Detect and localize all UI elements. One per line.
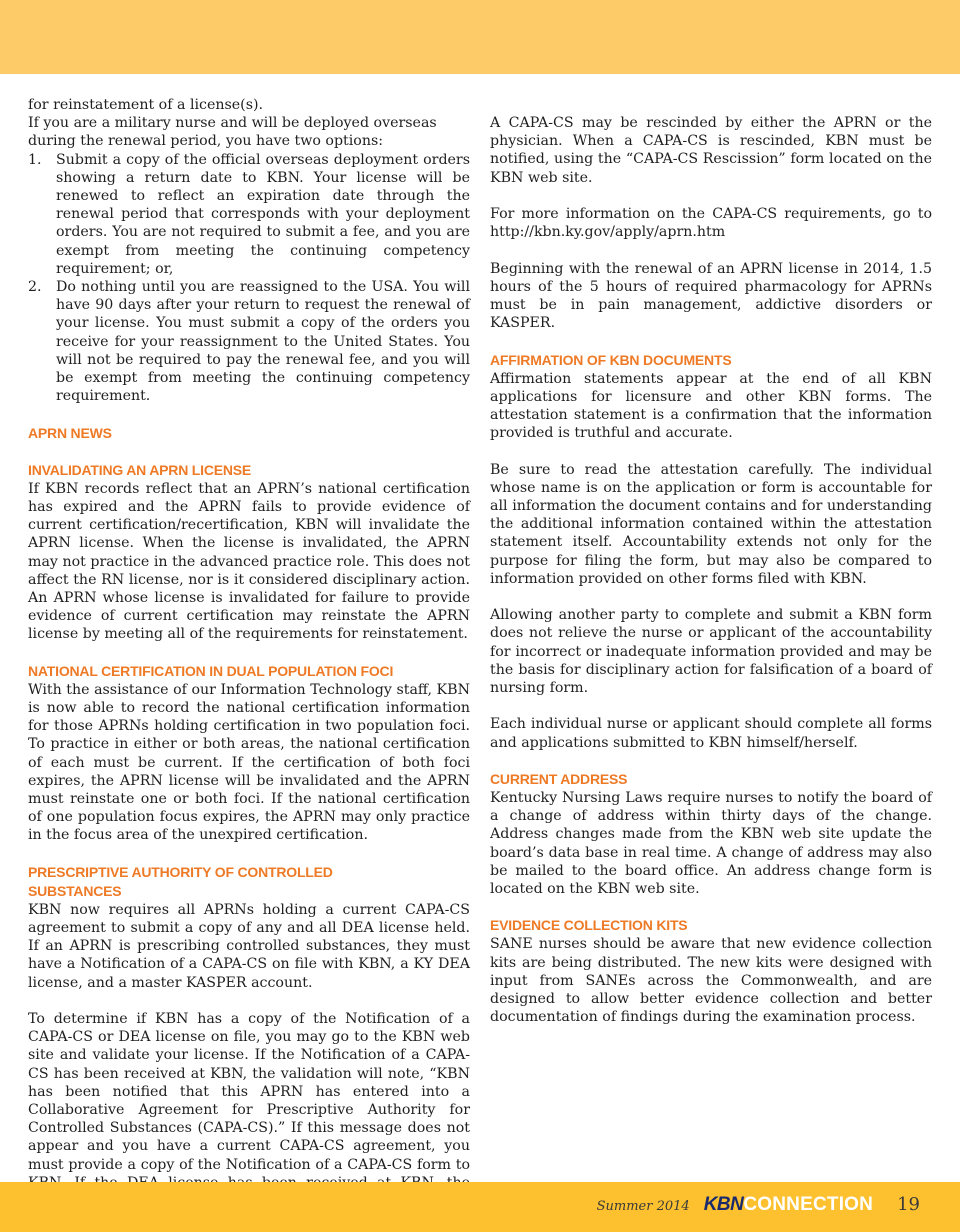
affirmation-paragraph-4: Each individual nurse or applicant should complete all forms and applications submitted to KBN himself/herself. (490, 716, 932, 751)
section-heading-invalidating: INVALIDATING AN APRN LICENSE (28, 461, 252, 478)
national-certification-paragraph: With the assistance of our Information Technology staff, KBN is now able to record the national certification information for those APRNs holding certification in two population foci. To practice in either or both areas, the national certification of each must be current. If the certification of both foci expires, the APRN license will be invalidated and the APRN must reinstate one or both foci. If the national certification of one population focus expires, the APRN may only practice in the focus area of the unexpired certification. (28, 681, 470, 844)
affirmation-paragraph-3: Allowing another party to complete and submit a KBN form does not relieve the nurse or applicant of the accountability for incorrect or inadequate information provided and may be the basis for disciplinary action for falsification of a board of nursing form. (490, 607, 932, 697)
list-number: 2. (28, 279, 42, 296)
pharmacology-paragraph: Beginning with the renewal of an APRN license in 2014, 1.5 hours of the 5 hours of required pharmacology for APRNs must be in pain management, addictive disorders or KASPER. (490, 260, 932, 332)
list-item-text: Submit a copy of the official overseas deployment orders showing a return date to KBN. Your license will be renewed to reflect an expiration date through the renewal period that corresponds with your deployment orders. You are not required to submit a fee, and you are exempt from meeting the continuing competency requirement; or, (56, 151, 470, 277)
list-number: 1. (28, 151, 42, 168)
prescriptive-paragraph-2: To determine if KBN has a copy of the Notification of a CAPA-CS or DEA license on file, you may go to the KBN web site and validate your license. If the Notification of a CAPA-CS has been received at KBN, the validation will note, “KBN has been notified that this APRN has entered into a Collaborative Agreement for Prescriptive Authority for Controlled Substances (CAPA-CS).” If this message does not appear and you have a current CAPA-CS agreement, you must provide a copy of the Notification of a CAPA-CS form to (28, 1011, 470, 1173)
affirmation-paragraph-1: Affirmation statements appear at the end of all KBN applications for licensure and other KBN forms. The attestation statement is a confirmation that the information provided is truthful and accurate. (490, 370, 932, 442)
evidence-kits-paragraph: SANE nurses should be aware that new evidence collection kits are being distributed. The new kits were designed with input from SANEs across the Commonwealth, and are designed to allow better evidence collection and better documentation of findings during the examination process. (490, 936, 932, 1026)
military-intro: If you are a military nurse and will be deployed overseas during the renewal period, you have two options: (28, 115, 437, 150)
military-options-list (28, 151, 470, 406)
section-heading-prescriptive-authority: PRESCRIPTIVE AUTHORITY OF CONTROLLED SUBSTANCES (28, 863, 333, 899)
intro-line: for reinstatement of a license(s). (28, 97, 264, 113)
left-column (28, 96, 470, 1210)
section-heading-current-address: CURRENT ADDRESS (490, 771, 628, 787)
page-footer (597, 1194, 920, 1218)
issue-label: Summer 2014 (596, 1199, 690, 1214)
page-number: 19 (897, 1194, 920, 1215)
section-heading-aprn-news: APRN NEWS (28, 424, 112, 441)
rescind-paragraph: A CAPA-CS may be rescinded by either the APRN or the physician. When a CAPA-CS is rescinded, KBN must be notified, using the “CAPA-CS Rescission” form located on the KBN web site. (490, 115, 932, 186)
current-address-paragraph: Kentucky Nursing Laws require nurses to notify the board of a change of address within thirty days of the change. Address changes made from the KBN web site update the board’s data base in real time. A change of address may also be mailed to the board office. An address change form is located on the KBN web site. (490, 790, 932, 898)
header-band (0, 0, 960, 74)
section-heading-national-certification: NATIONAL CERTIFICATION IN DUAL POPULATION FOCI (28, 662, 394, 679)
affirmation-paragraph-2: Be sure to read the attestation carefully. The individual whose name is on the application or form is accountable for all information the document contains and for understanding the additional information contained within the attestation statement itself. Accountability extends not only for the purpose for filing the form, but may also be compared to information provided on other forms filed with KBN. (490, 461, 932, 587)
section-heading-affirmation: AFFIRMATION OF KBN DOCUMENTS (490, 351, 732, 368)
list-item-text: Do nothing until you are reassigned to the USA. You will have 90 days after your return to request the renewal of your license. You must submit a copy of the orders you receive for your reassignment to the United States. You will not be required to pay the renewal fee, and you will be exempt from meeting the continuing competency requirement. (56, 279, 470, 405)
right-column (490, 114, 932, 1026)
list-item (28, 151, 470, 278)
section-heading-evidence-kits: EVIDENCE COLLECTION KITS (490, 917, 688, 934)
prescriptive-paragraph-1: KBN now requires all APRNs holding a current CAPA-CS agreement to submit a copy of any and all DEA license held. If an APRN is prescribing controlled substances, they must have a Notification of a CAPA-CS on file with KBN, a KY DEA license, and a master KASPER account. (28, 901, 470, 991)
invalidating-paragraph: If KBN records reflect that an APRN’s national certification has expired and the APRN fails to provide evidence of current certification/recertification, KBN will invalidate the APRN license. When the license is invalidated, the APRN may not practice in the advanced practice role. This does not affect the RN license, nor is it considered disciplinary action. An APRN whose license is invalidated for failure to provide evidence of current certification may reinstate the APRN license by meeting all of the requirements for reinstatement. (28, 480, 470, 643)
kbn-logo-text: KBN (703, 1194, 744, 1215)
more-info-paragraph: For more information on the CAPA-CS requirements, go to http://kbn.ky.gov/apply/aprn.htm (490, 206, 932, 241)
connection-logo-text: CONNECTION (743, 1194, 874, 1215)
list-item (28, 278, 470, 405)
